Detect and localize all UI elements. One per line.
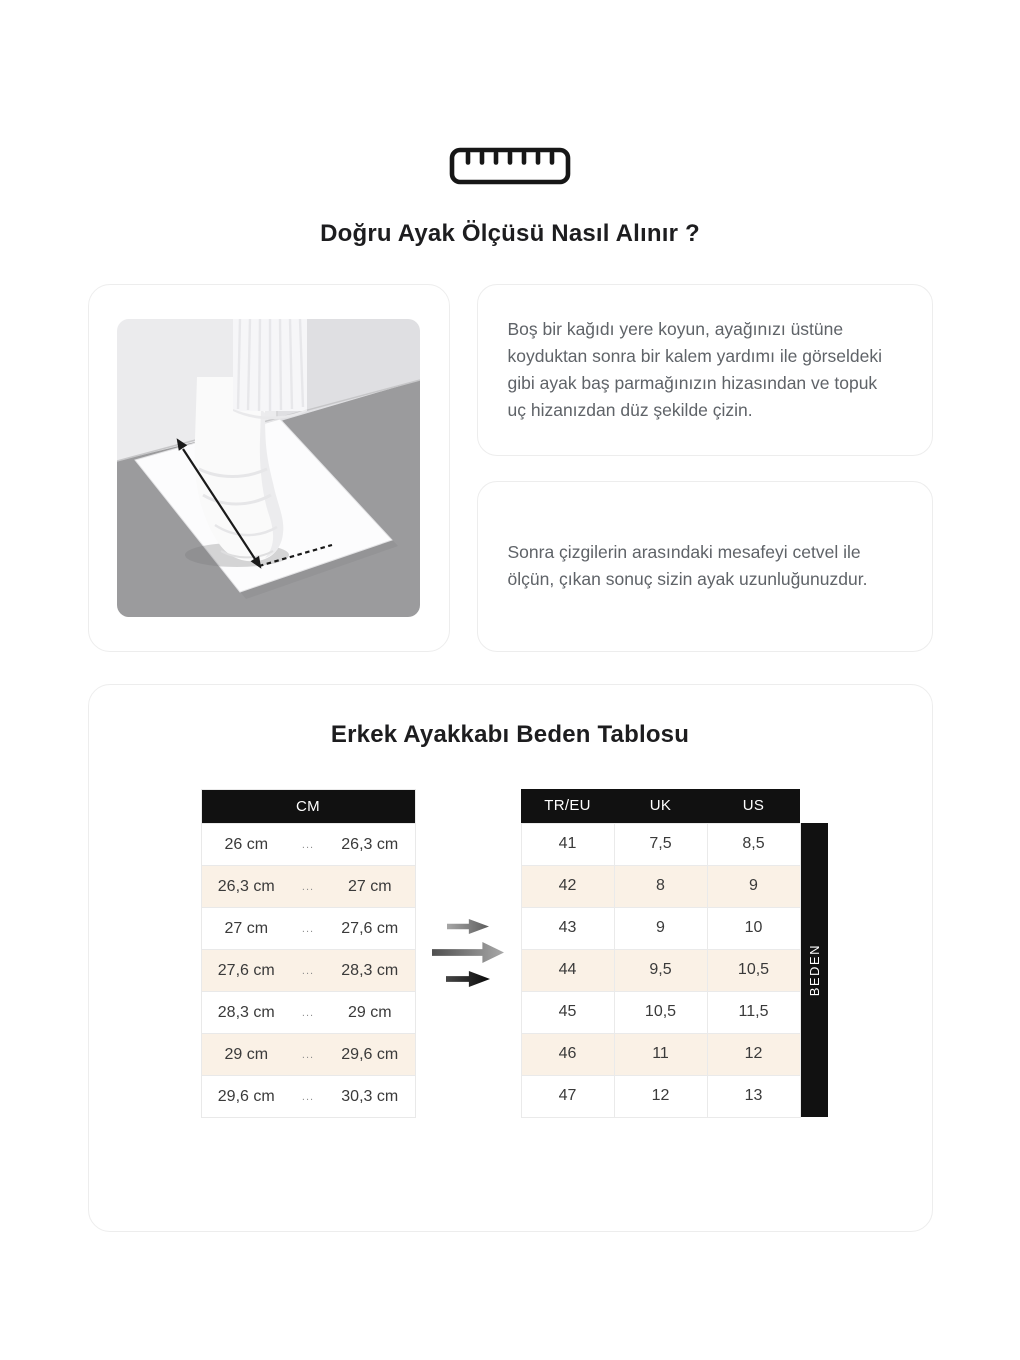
cm-table	[201, 789, 416, 1118]
cm-table-header: CM	[201, 790, 415, 824]
size-conversion-table	[521, 789, 801, 1118]
instruction-step-2-card	[477, 481, 933, 653]
foot-measurement-photo	[117, 319, 420, 617]
instruction-step-1-text: Boş bir kağıdı yere koyun, ayağınızı üstüne koyduktan sonra bir kalem yardımı ile görseldeki gibi ayak baş parmağınızın hizasından ve topuk uç hizanızdan düz şekilde çizin.	[507, 318, 882, 420]
table-row: 29 cm ... 29,6 cm	[201, 1034, 415, 1076]
foot-measurement-illustration	[117, 319, 420, 617]
size-tables-row	[89, 789, 932, 1118]
size-table-title: Erkek Ayakkabı Beden Tablosu	[330, 721, 690, 748]
arrow-right-icon	[447, 919, 489, 934]
table-row: 46 11 12	[521, 1033, 800, 1075]
table-row: 42 8 9	[521, 865, 800, 907]
size-table-card	[88, 684, 933, 1232]
table-row: 26,3 cm ... 27 cm	[201, 866, 415, 908]
table-row: 41 7,5 8,5	[521, 823, 800, 865]
foot-measurement-photo-card	[88, 284, 450, 652]
table-row: 47 12 13	[521, 1075, 800, 1117]
table-row: 29,6 cm ... 30,3 cm	[201, 1076, 415, 1118]
table-row: 27 cm ... 27,6 cm	[201, 908, 415, 950]
conv-header-uk: UK	[614, 789, 707, 823]
ruler-icon	[448, 146, 572, 186]
arrow-right-icon	[446, 971, 490, 987]
table-row: 27,6 cm ... 28,3 cm	[201, 950, 415, 992]
arrow-right-icon	[432, 942, 504, 963]
page-title: Doğru Ayak Ölçüsü Nasıl Alınır ?	[320, 220, 700, 247]
instruction-steps	[477, 284, 933, 652]
instruction-step-1-card	[477, 284, 933, 456]
table-row: 43 9 10	[521, 907, 800, 949]
ruler-icon-row	[88, 0, 933, 186]
size-guide-page	[88, 0, 933, 1232]
beden-side-label: BEDEN	[801, 823, 828, 1117]
conv-header-us: US	[707, 789, 800, 823]
table-row: 26 cm ... 26,3 cm	[201, 824, 415, 866]
instruction-step-2-text: Sonra çizgilerin arasındaki mesafeyi cetvel ile ölçün, çıkan sonuç sizin ayak uzunluğunuzdur.	[507, 542, 868, 590]
table-row: 44 9,5 10,5	[521, 949, 800, 991]
howto-section	[88, 284, 933, 652]
conversion-arrows-icon	[416, 789, 521, 987]
conv-header-tr-eu: TR/EU	[521, 789, 614, 823]
table-row: 45 10,5 11,5	[521, 991, 800, 1033]
table-row: 28,3 cm ... 29 cm	[201, 992, 415, 1034]
conversion-table-wrap	[521, 789, 828, 1118]
